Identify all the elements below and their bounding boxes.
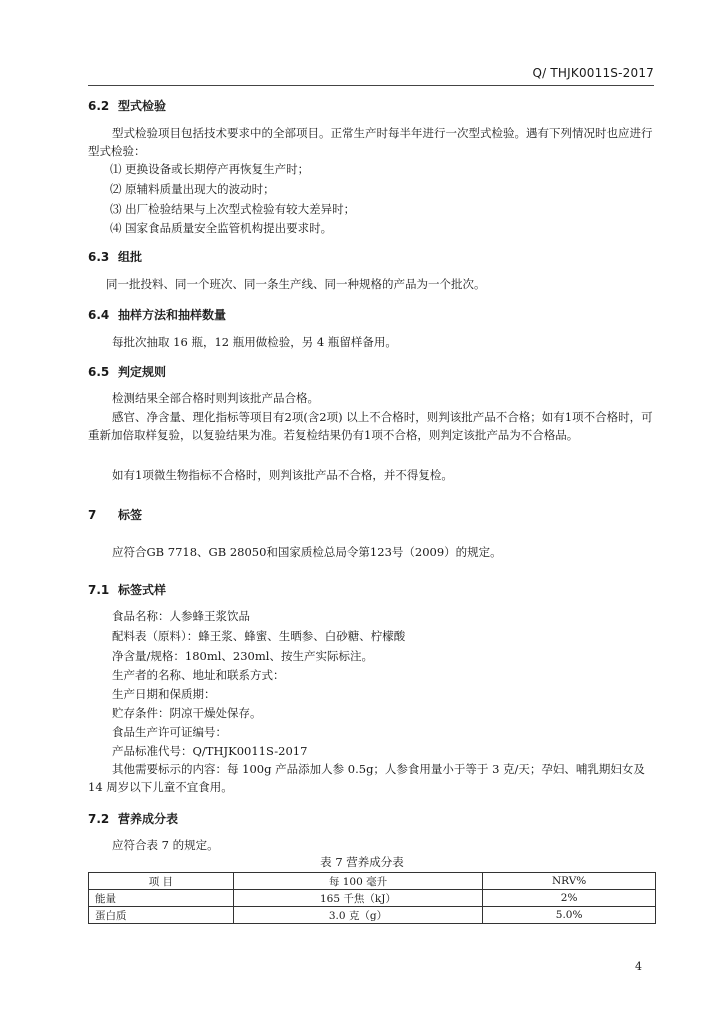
section-number: 7.2 [88,812,110,826]
paragraph-batching: 同一批投料、同一个班次、同一条生产线、同一种规格的产品为一个批次。 [106,277,486,291]
paragraph-label-standards: 应符合GB 7718、GB 28050和国家质检总局令第123号（2009）的规定。 [112,545,502,559]
paragraph-judgment-1: 检测结果全部合格时则判该批产品合格。 [112,391,319,405]
section-title: 组批 [118,250,143,264]
list-item: ⑶ 出厂检验结果与上次型式检验有较大差异时； [110,202,356,216]
section-heading-6-5 [88,363,166,380]
label-line: 净含量/规格：180ml、230ml、按生产实际标注。 [112,649,373,663]
document-code-header: Q/ THJK0011S-2017 [532,66,654,80]
paragraph-judgment-2: 感官、净含量、理化指标等项目有2项(含2项) 以上不合格时，则判该批产品不合格；如有1项不合格时，可重新加倍取样复验，以复验结果为准。若复检结果仍有1项不合格，则判定该批产品为不合格品。 [88,410,653,442]
table-header-row [89,873,656,890]
section-number: 7 [88,508,97,522]
column-header: NRV% [483,873,656,890]
page-number: 4 [635,960,642,973]
section-title: 型式检验 [118,99,167,113]
label-line: 生产者的名称、地址和联系方式： [112,668,285,682]
table-row [89,907,656,924]
table-cell: 2% [483,890,656,907]
label-line: 生产日期和保质期： [112,687,216,701]
table-cell: 165 千焦（kJ） [233,890,483,907]
table-cell: 能量 [89,890,234,907]
section-title: 抽样方法和抽样数量 [118,308,227,322]
section-title: 判定规则 [118,365,167,379]
header-rule [88,85,654,86]
paragraph-type-inspection-intro: 型式检验项目包括技术要求中的全部项目。正常生产时每半年进行一次型式检验。遇有下列情况时也应进行型式检验： [88,126,653,158]
section-number: 6.4 [88,308,110,322]
section-heading-6-2 [88,97,166,114]
nutrition-table [88,872,656,924]
list-item: ⑵ 原辅料质量出现大的波动时； [110,182,275,196]
section-title: 标签 [118,508,143,522]
paragraph-other-label-info: 其他需要标示的内容：每 100g 产品添加人参 0.5g；人参食用量小于等于 3 克/天；孕妇、哺乳期妇女及 14 周岁以下儿童不宜食用。 [88,762,645,794]
section-number: 6.2 [88,99,110,113]
section-heading-6-3 [88,248,142,265]
paragraph-sampling: 每批次抽取 16 瓶，12 瓶用做检验，另 4 瓶留样备用。 [112,335,397,349]
label-line: 产品标准代号：Q/THJK0011S-2017 [112,744,308,758]
table-cell: 3.0 克（g） [233,907,483,924]
section-heading-6-4 [88,306,226,323]
column-header: 项 目 [89,873,234,890]
table-cell: 蛋白质 [89,907,234,924]
list-item: ⑴ 更换设备或长期停产再恢复生产时； [110,162,310,176]
label-line: 食品生产许可证编号： [112,725,227,739]
section-heading-7-1 [88,581,166,598]
section-heading-7-2 [88,810,178,827]
table-caption: 表 7 营养成分表 [320,855,404,869]
section-heading-7 [88,506,142,523]
paragraph-table-reference: 应符合表 7 的规定。 [112,838,219,852]
section-number: 6.3 [88,250,110,264]
label-line: 食品名称：人参蜂王浆饮品 [112,609,250,623]
section-number: 7.1 [88,583,110,597]
paragraph-judgment-3: 如有1项微生物指标不合格时，则判该批产品不合格，并不得复检。 [112,468,453,482]
label-line: 贮存条件：阴凉干燥处保存。 [112,706,262,720]
section-title: 标签式样 [118,583,167,597]
label-line: 配料表（原料）：蜂王浆、蜂蜜、生晒参、白砂糖、柠檬酸 [112,629,406,643]
section-number: 6.5 [88,365,110,379]
column-header: 每 100 毫升 [233,873,483,890]
table-cell: 5.0% [483,907,656,924]
section-title: 营养成分表 [118,812,179,826]
list-item: ⑷ 国家食品质量安全监管机构提出要求时。 [110,221,333,235]
table-row [89,890,656,907]
